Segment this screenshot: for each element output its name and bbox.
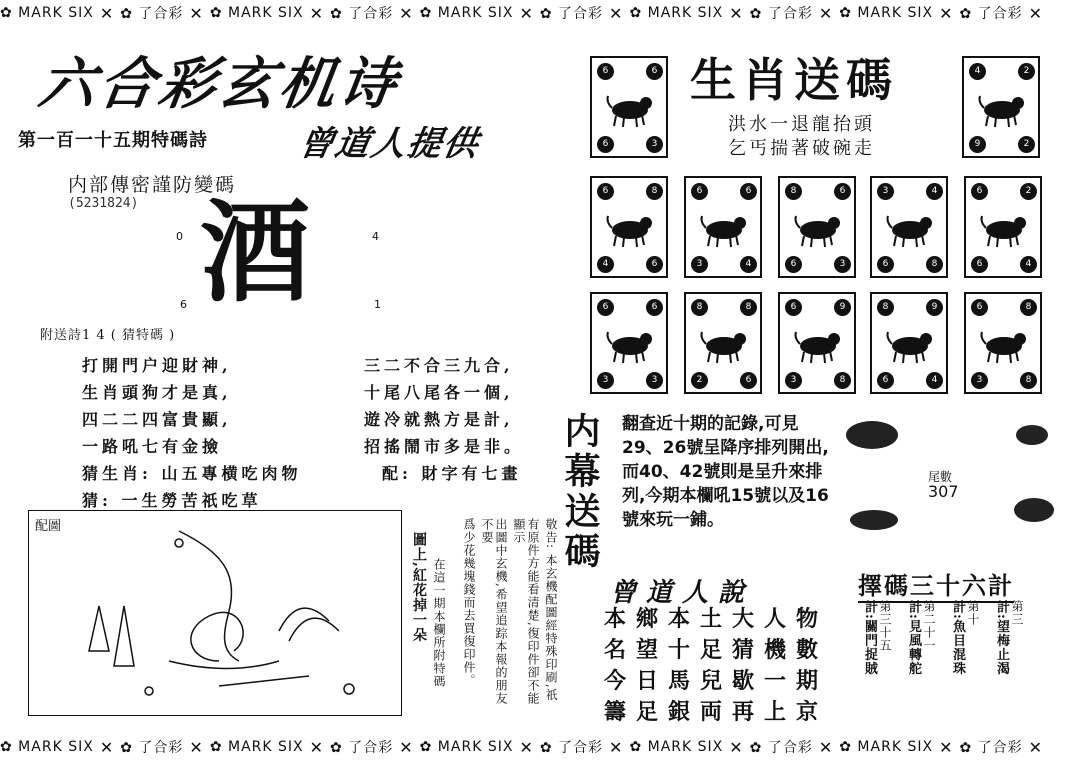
card-number-dot: 9 bbox=[834, 299, 851, 316]
zodiac-card-goat bbox=[590, 292, 668, 394]
zodiac-card-horse bbox=[964, 176, 1042, 278]
card-number-dot: 3 bbox=[597, 372, 614, 389]
card-number-dot: 8 bbox=[1020, 299, 1037, 316]
strip-text: ✿ 了合彩 bbox=[120, 6, 184, 22]
card-number-dot: 3 bbox=[646, 136, 663, 153]
notice-line: 出圖中玄機,希望追踪本報的朋友不要 bbox=[480, 518, 508, 705]
tail-value: 307 bbox=[928, 482, 959, 501]
card-number-dot: 3 bbox=[785, 372, 802, 389]
strip-x-icon: ✕ bbox=[519, 3, 534, 23]
strip-text: ✿ 了合彩 bbox=[330, 740, 394, 756]
inside-paragraph: 翻查近十期的記錄,可見29、26號呈降序排列開出,而40、42號則是呈升來排列,今期本欄吼15號以及16號來玩一鋪。 bbox=[622, 414, 829, 530]
strategy-title: 擇碼三十六計 bbox=[858, 566, 1014, 603]
card-number-dot: 6 bbox=[597, 136, 614, 153]
pig-icon bbox=[978, 322, 1030, 366]
corner-number-tr: 4 bbox=[372, 230, 379, 243]
tiger-icon bbox=[604, 206, 656, 250]
zodiac-card-tiger bbox=[590, 176, 668, 278]
corner-number-tl: 0 bbox=[176, 230, 183, 243]
rooster-icon bbox=[792, 322, 844, 366]
card-number-dot: 3 bbox=[834, 256, 851, 273]
bottom-banner-strip bbox=[0, 736, 1080, 758]
zodiac-card-rabbit bbox=[684, 176, 762, 278]
illustration-frame bbox=[28, 510, 402, 716]
strip-x-icon: ✕ bbox=[818, 3, 834, 23]
strip-x-icon: ✕ bbox=[309, 737, 325, 757]
strip-text: ✿ 了合彩 bbox=[959, 6, 1023, 22]
zodiac-line-1: 洪水一退龍抬頭 bbox=[728, 114, 875, 135]
notice-block bbox=[462, 518, 558, 708]
card-number-dot: 4 bbox=[969, 63, 986, 80]
card-number-dot: 6 bbox=[971, 183, 988, 200]
strip-text: ✿ 了合彩 bbox=[959, 740, 1023, 756]
strategy-col: 計:望梅止渴 第三 bbox=[994, 600, 1024, 676]
poem-line: 三二不合三九合, bbox=[364, 356, 514, 375]
card-number-dot: 8 bbox=[691, 299, 708, 316]
card-number-dot: 8 bbox=[1020, 372, 1037, 389]
strip-text: ✿ 了合彩 bbox=[539, 6, 604, 22]
strip-text: ✿ MARK SIX bbox=[209, 739, 304, 755]
poem-subtitle: 附送詩1 4 ( 猜特碼 ) bbox=[40, 328, 176, 343]
card-number-dot: 6 bbox=[785, 299, 802, 316]
zodiac-card-rooster bbox=[778, 292, 856, 394]
top-banner-strip bbox=[0, 2, 1080, 24]
strip-x-icon: ✕ bbox=[729, 737, 744, 757]
card-number-dot: 8 bbox=[834, 372, 851, 389]
strip-x-icon: ✕ bbox=[729, 3, 744, 23]
strip-x-icon: ✕ bbox=[99, 737, 115, 757]
tail-label: 尾數 bbox=[928, 470, 953, 484]
card-number-dot: 6 bbox=[597, 63, 614, 80]
rabbit-icon bbox=[698, 206, 750, 250]
card-number-dot: 6 bbox=[785, 256, 802, 273]
card-number-dot: 8 bbox=[926, 256, 943, 273]
strip-text: ✿ 了合彩 bbox=[120, 740, 184, 756]
strip-x-icon: ✕ bbox=[609, 3, 624, 23]
card-number-dot: 8 bbox=[877, 299, 894, 316]
poem-note: 配: 財字有七畫 bbox=[382, 464, 522, 483]
card-number-dot: 4 bbox=[1020, 256, 1037, 273]
strip-text: ✿ MARK SIX bbox=[419, 739, 514, 755]
card-number-dot: 6 bbox=[597, 183, 614, 200]
snail-illustration bbox=[29, 511, 401, 715]
issue-label: 第一百一十五期特碼詩 bbox=[18, 130, 208, 151]
internal-label: 内部傳密謹防變碼 bbox=[68, 174, 237, 196]
card-number-dot: 3 bbox=[691, 256, 708, 273]
card-number-dot: 6 bbox=[740, 183, 757, 200]
card-number-dot: 6 bbox=[877, 372, 894, 389]
zodiac-card-dragon bbox=[778, 176, 856, 278]
strip-text: ✿ MARK SIX bbox=[419, 5, 514, 21]
goat-icon bbox=[604, 322, 656, 366]
strip-text: ✿ MARK SIX bbox=[209, 5, 304, 21]
strip-x-icon: ✕ bbox=[1028, 737, 1044, 757]
caption2-vertical: 在這一期本欄所附特碼 bbox=[432, 558, 446, 688]
card-number-dot: 8 bbox=[646, 183, 663, 200]
ox-icon bbox=[976, 86, 1028, 130]
strip-text: ✿ MARK SIX bbox=[0, 5, 94, 21]
strip-x-icon: ✕ bbox=[609, 737, 624, 757]
page-title: 六合彩玄机诗 bbox=[34, 51, 405, 117]
strategy-columns bbox=[862, 600, 1024, 726]
card-number-dot: 3 bbox=[877, 183, 894, 200]
strip-text: ✿ MARK SIX bbox=[629, 5, 724, 21]
zodiac-line-2: 乞丐揣著破碗走 bbox=[728, 138, 875, 159]
card-number-dot: 6 bbox=[646, 63, 663, 80]
strategy-col: 計:魚目混珠 第十 bbox=[950, 600, 980, 676]
card-number-dot: 2 bbox=[1018, 63, 1035, 80]
card-number-dot: 6 bbox=[691, 183, 708, 200]
strip-x-icon: ✕ bbox=[519, 737, 534, 757]
notice-line: 有原件方能看清楚,復印件卻不能顯示 bbox=[512, 518, 540, 705]
dragon-icon bbox=[792, 206, 844, 250]
illustration-label: 配圖 bbox=[35, 519, 62, 534]
poem-line: 一路吼七有金撿 bbox=[82, 437, 223, 456]
zodiac-title: 生肖送碼 bbox=[690, 53, 898, 107]
strip-text: ✿ 了合彩 bbox=[330, 6, 394, 22]
notice-line: 爲少花幾塊錢而去買復印件。 bbox=[462, 518, 476, 687]
card-number-dot: 6 bbox=[971, 256, 988, 273]
zodiac-card-snake bbox=[870, 176, 948, 278]
card-number-dot: 3 bbox=[971, 372, 988, 389]
zodiac-card-rat bbox=[590, 56, 668, 158]
strip-text: ✿ MARK SIX bbox=[0, 739, 94, 755]
poem-line: 十尾八尾各一個, bbox=[364, 383, 514, 402]
poem-line: 招搖鬧市多是非。 bbox=[364, 437, 525, 456]
corner-number-br: 1 bbox=[374, 298, 381, 311]
card-number-dot: 6 bbox=[597, 299, 614, 316]
corner-number-bl: 6 bbox=[180, 298, 187, 311]
animal-silhouettes bbox=[842, 410, 1076, 550]
poem-line: 生肖頭狗才是真, bbox=[82, 383, 232, 402]
strategy-col: 計:關門捉賊 第三十五 bbox=[862, 600, 892, 676]
card-number-dot: 4 bbox=[597, 256, 614, 273]
strip-x-icon: ✕ bbox=[399, 737, 414, 757]
card-number-dot: 8 bbox=[785, 183, 802, 200]
poem-line: 遊冷就熱方是計, bbox=[364, 410, 514, 429]
code-label: (5231824) bbox=[68, 196, 139, 211]
zodiac-card-monkey bbox=[684, 292, 762, 394]
zodiac-card-ox bbox=[962, 56, 1040, 158]
card-number-dot: 2 bbox=[1020, 183, 1037, 200]
strip-x-icon: ✕ bbox=[99, 3, 115, 23]
card-number-dot: 2 bbox=[1018, 136, 1035, 153]
snake-icon bbox=[884, 206, 936, 250]
zodiac-card-pig bbox=[964, 292, 1042, 394]
card-number-dot: 2 bbox=[691, 372, 708, 389]
strip-text: ✿ MARK SIX bbox=[839, 5, 934, 21]
card-number-dot: 8 bbox=[740, 299, 757, 316]
card-number-dot: 6 bbox=[646, 256, 663, 273]
saying-row: 本鄉本土大人物 bbox=[604, 606, 829, 632]
caption-vertical: 圖上,紅花掉一朵 bbox=[411, 532, 427, 643]
strip-x-icon: ✕ bbox=[399, 3, 414, 23]
strip-x-icon: ✕ bbox=[939, 737, 954, 757]
big-character: 酒 bbox=[200, 189, 310, 317]
strip-x-icon: ✕ bbox=[1028, 3, 1044, 23]
zodiac-guess-line: 猜生肖: 山五專横吃肉物 bbox=[82, 464, 302, 483]
poem-line: 打開門户迎財神, bbox=[82, 356, 232, 375]
strip-x-icon: ✕ bbox=[818, 737, 834, 757]
card-number-dot: 9 bbox=[926, 299, 943, 316]
strip-x-icon: ✕ bbox=[939, 3, 954, 23]
provider-label: 曾道人提供 bbox=[295, 124, 483, 164]
horse-icon bbox=[978, 206, 1030, 250]
card-number-dot: 6 bbox=[740, 372, 757, 389]
card-number-dot: 6 bbox=[971, 299, 988, 316]
saying-row: 今日馬兒歇一期 bbox=[604, 668, 829, 694]
strip-text: ✿ 了合彩 bbox=[539, 740, 604, 756]
card-number-dot: 6 bbox=[646, 299, 663, 316]
saying-row: 籌足銀両再上京 bbox=[604, 699, 829, 725]
strip-text: ✿ 了合彩 bbox=[749, 6, 813, 22]
strip-x-icon: ✕ bbox=[309, 3, 325, 23]
rat-icon bbox=[604, 86, 656, 130]
card-number-dot: 4 bbox=[926, 372, 943, 389]
card-number-dot: 3 bbox=[646, 372, 663, 389]
dog-icon bbox=[884, 322, 936, 366]
strip-text: ✿ 了合彩 bbox=[749, 740, 813, 756]
zodiac-card-dog bbox=[870, 292, 948, 394]
strip-text: ✿ MARK SIX bbox=[629, 739, 724, 755]
poem-line: 四二二四富貴顯, bbox=[82, 410, 232, 429]
card-number-dot: 9 bbox=[969, 136, 986, 153]
poem-left-column bbox=[82, 352, 232, 460]
saying-title: 曾道人說 bbox=[610, 578, 755, 608]
card-number-dot: 4 bbox=[740, 256, 757, 273]
strip-text: ✿ MARK SIX bbox=[839, 739, 934, 755]
strategy-col: 計:見風轉舵 第二十一 bbox=[906, 600, 936, 676]
guess-line: 猜: 一生勞苦祇吃草 bbox=[82, 491, 262, 510]
saying-row: 名望十足猜機數 bbox=[604, 637, 829, 663]
strip-x-icon: ✕ bbox=[189, 3, 204, 23]
notice-line: 敬告: 本玄機配圖經特殊印刷,祇 bbox=[544, 518, 558, 702]
saying-block bbox=[604, 604, 828, 728]
card-number-dot: 6 bbox=[834, 183, 851, 200]
strip-x-icon: ✕ bbox=[189, 737, 204, 757]
poem-right-column bbox=[364, 352, 524, 460]
card-number-dot: 4 bbox=[926, 183, 943, 200]
card-number-dot: 6 bbox=[877, 256, 894, 273]
inside-vertical-title: 内幕送碼 bbox=[559, 412, 600, 572]
monkey-icon bbox=[698, 322, 750, 366]
